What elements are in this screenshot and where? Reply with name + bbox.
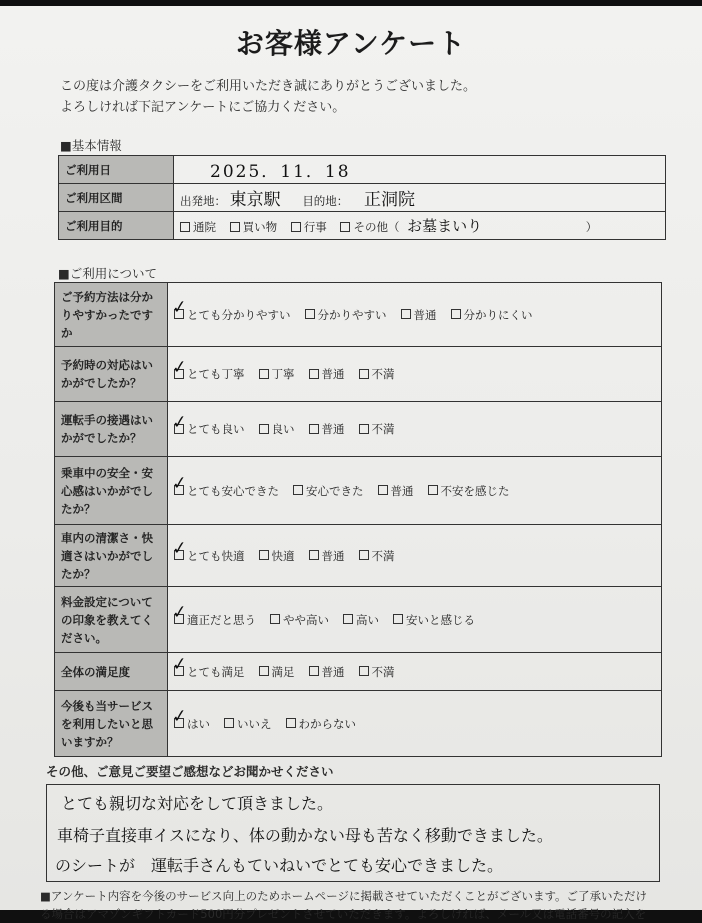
checkbox[interactable] [170,472,189,495]
answer-option[interactable] [359,366,395,382]
option-label: 不満 [371,367,395,381]
footer-note [40,887,647,923]
basic-info-heading: ■基本情報 [60,138,122,153]
question-row [55,347,662,402]
answer-option[interactable] [309,548,345,564]
answer-cell[interactable] [168,525,662,587]
answer-cell[interactable] [168,691,662,757]
option-label: 満足 [271,664,295,679]
option-label: 丁寧 [271,367,295,381]
from-label: 出発地： [180,194,226,208]
option-label: 普通 [321,548,345,563]
option-label: とても安心できた [187,483,279,498]
answer-option[interactable] [170,705,210,732]
checkbox[interactable] [259,369,269,379]
answer-option[interactable] [170,355,245,382]
checkbox[interactable] [378,485,388,495]
option-label: 普通 [321,664,345,679]
answer-option[interactable] [359,421,395,437]
remarks-box[interactable] [46,784,660,882]
answer-option[interactable] [401,307,437,323]
checkmark-icon: ✓ [170,601,189,624]
checkbox[interactable] [259,550,269,560]
remarks-line: 車椅子直接車イスになり、体の動かない母も苦なく移動できました。 [57,826,553,845]
option-label: とても分かりやすい [187,307,291,322]
question-row [55,691,662,757]
answer-option[interactable] [309,421,345,437]
question-row [55,525,662,587]
usage-table [54,282,662,757]
purpose-option[interactable]: 行事 [291,219,327,235]
option-label: 適正だと思う [187,612,256,627]
option-label: いいえ [237,716,272,731]
route-label: ご利用区間 [59,184,174,212]
answer-option[interactable] [359,548,395,564]
answer-option[interactable] [170,537,245,564]
checkbox[interactable] [359,369,369,379]
option-label: 不満 [371,548,395,563]
answer-option[interactable] [259,664,295,680]
question-label: 全体の満足度 [55,653,168,691]
checkbox[interactable] [343,614,353,624]
checkbox[interactable] [259,424,269,434]
option-label: 良い [271,422,295,436]
checkbox[interactable] [359,666,369,676]
checkbox[interactable] [170,537,189,560]
answer-option[interactable] [309,664,345,680]
purpose-option[interactable]: 買い物 [230,219,278,235]
checkbox[interactable] [451,309,461,319]
purpose-option[interactable]: 通院 [180,219,216,235]
option-label: 普通 [321,367,345,381]
question-row [55,457,662,525]
checkmark-icon: ✓ [170,537,189,560]
question-row [55,587,662,653]
date-value: 2025．11．18 [210,162,351,182]
option-label: 普通 [390,483,414,498]
question-label: 乗車中の安全・安心感はいかがでしたか？ [55,457,168,525]
checkbox[interactable] [224,718,234,728]
answer-cell[interactable] [168,402,662,457]
checkbox[interactable] [309,424,319,434]
purpose-other-value: お墓まいり [407,217,483,235]
option-label: 分かりやすい [317,307,387,322]
option-label: わからない [298,716,356,731]
question-row [55,653,662,691]
answer-option[interactable] [428,483,510,499]
question-label: 予約時の対応はいかがでしたか？ [55,347,168,402]
answer-option[interactable] [359,664,395,680]
remarks-line: のシートが 運転手さんもていねいでとても安心できました。 [55,856,504,875]
checkbox[interactable] [359,550,369,560]
answer-option[interactable] [270,612,329,628]
option-label: 不満 [371,422,395,436]
option-label: 普通 [413,307,437,322]
checkmark-icon: ✓ [170,472,189,495]
answer-option[interactable] [224,716,272,732]
checkbox[interactable] [359,424,369,434]
answer-option[interactable] [170,472,279,499]
checkbox[interactable] [286,718,296,728]
survey-paper [0,6,702,921]
question-label: 車内の清潔さ・快適さはいかがでしたか？ [55,525,168,587]
checkmark-icon: ✓ [170,296,189,319]
option-label: 普通 [321,422,345,436]
option-label: とても丁寧 [187,367,245,381]
option-label: 不満 [371,664,395,679]
checkbox[interactable] [305,309,315,319]
checkmark-icon: ✓ [170,410,189,434]
option-label: とても良い [187,422,245,436]
answer-option[interactable] [286,716,357,732]
answer-option[interactable] [259,366,295,382]
option-label: 安心できた [306,483,364,498]
question-label: ご予約方法は分かりやすかったですか [55,283,168,347]
option-label: 分かりにくい [463,307,533,322]
question-label: 料金設定についての印象を教えてください。 [55,587,168,653]
option-label: やや高い [283,612,329,627]
checkbox[interactable] [259,666,269,676]
checkbox[interactable] [393,614,403,624]
checkbox[interactable] [293,485,303,495]
remarks-heading: その他、ご意見ご要望ご感想などお聞かせください [46,764,334,779]
intro-line: この度は介護タクシーをご利用いただき誠にありがとうございました。 [60,79,477,94]
question-row [55,402,662,457]
checkbox[interactable] [309,666,319,676]
option-label: 安いと感じる [406,612,475,627]
checkbox[interactable] [309,550,319,560]
basic-info-table [58,155,666,240]
checkmark-icon: ✓ [170,653,189,676]
answer-cell[interactable] [168,587,662,653]
purpose-label: ご利用目的 [59,212,174,240]
from-value: 東京駅 [229,190,281,210]
checkbox[interactable] [170,296,189,319]
answer-option[interactable] [259,421,295,437]
answer-option[interactable] [309,366,345,382]
purpose-option[interactable]: その他（ [340,219,399,235]
to-label: 目的地： [302,194,349,208]
answer-option[interactable] [305,307,387,323]
intro-text [60,76,476,118]
to-value: 正洞院 [363,190,415,210]
checkbox[interactable] [401,309,411,319]
answer-option[interactable] [170,601,256,628]
usage-heading: ■ご利用について [58,266,158,281]
checkbox[interactable] [170,601,189,624]
checkmark-icon: ✓ [170,705,189,728]
answer-option[interactable] [393,612,475,628]
answer-cell[interactable] [168,457,662,525]
checkbox[interactable] [230,222,240,232]
checkbox[interactable] [291,222,301,232]
footer-line: る場合はアマゾンギフトカード500円分プレゼントさせていただきます。よろしければ、メール又は電話番号の記入を [40,907,647,921]
footer-line: ■アンケート内容を今後のサービス向上のためホームページに掲載させていただくことがございます。ご了承いただけ [40,889,648,903]
route-cell[interactable] [174,184,666,212]
option-label: 快適 [271,548,295,563]
answer-option[interactable] [378,483,414,499]
purpose-cell[interactable] [174,212,666,240]
option-label: とても快適 [187,548,245,563]
option-label: はい [187,716,210,731]
date-cell[interactable] [174,156,666,184]
checkbox[interactable] [170,653,189,676]
answer-option[interactable] [170,296,291,323]
question-label: 運転手の接遇はいかがでしたか？ [55,402,168,457]
answer-option[interactable] [170,410,245,437]
option-label: 不安を感じた [440,483,510,498]
checkbox[interactable] [309,369,319,379]
answer-option[interactable] [451,307,533,323]
answer-option[interactable] [170,653,245,680]
checkbox[interactable] [270,614,280,624]
answer-option[interactable] [343,612,379,628]
option-label: 高い [356,612,379,627]
checkbox[interactable] [170,705,189,728]
intro-line: よろしければ下記アンケートにご協力ください。 [60,100,346,115]
checkbox[interactable] [180,222,190,232]
checkbox[interactable] [170,355,189,379]
question-label: 今後も当サービスを利用したいと思いますか？ [55,691,168,757]
option-label: とても満足 [187,664,245,679]
question-row [55,283,662,347]
checkbox[interactable] [428,485,438,495]
page-title: お客様アンケート [235,27,467,60]
purpose-close-paren: ） [585,220,598,234]
answer-cell[interactable] [168,653,662,691]
date-label: ご利用日 [59,156,174,184]
checkmark-icon: ✓ [170,355,189,379]
answer-option[interactable] [259,548,295,564]
checkbox[interactable] [170,410,189,434]
answer-cell[interactable] [168,347,662,402]
remarks-line: とても親切な対応をして頂きました。 [61,794,334,813]
checkbox[interactable] [340,222,350,232]
answer-option[interactable] [293,483,364,499]
answer-cell[interactable] [168,283,662,347]
